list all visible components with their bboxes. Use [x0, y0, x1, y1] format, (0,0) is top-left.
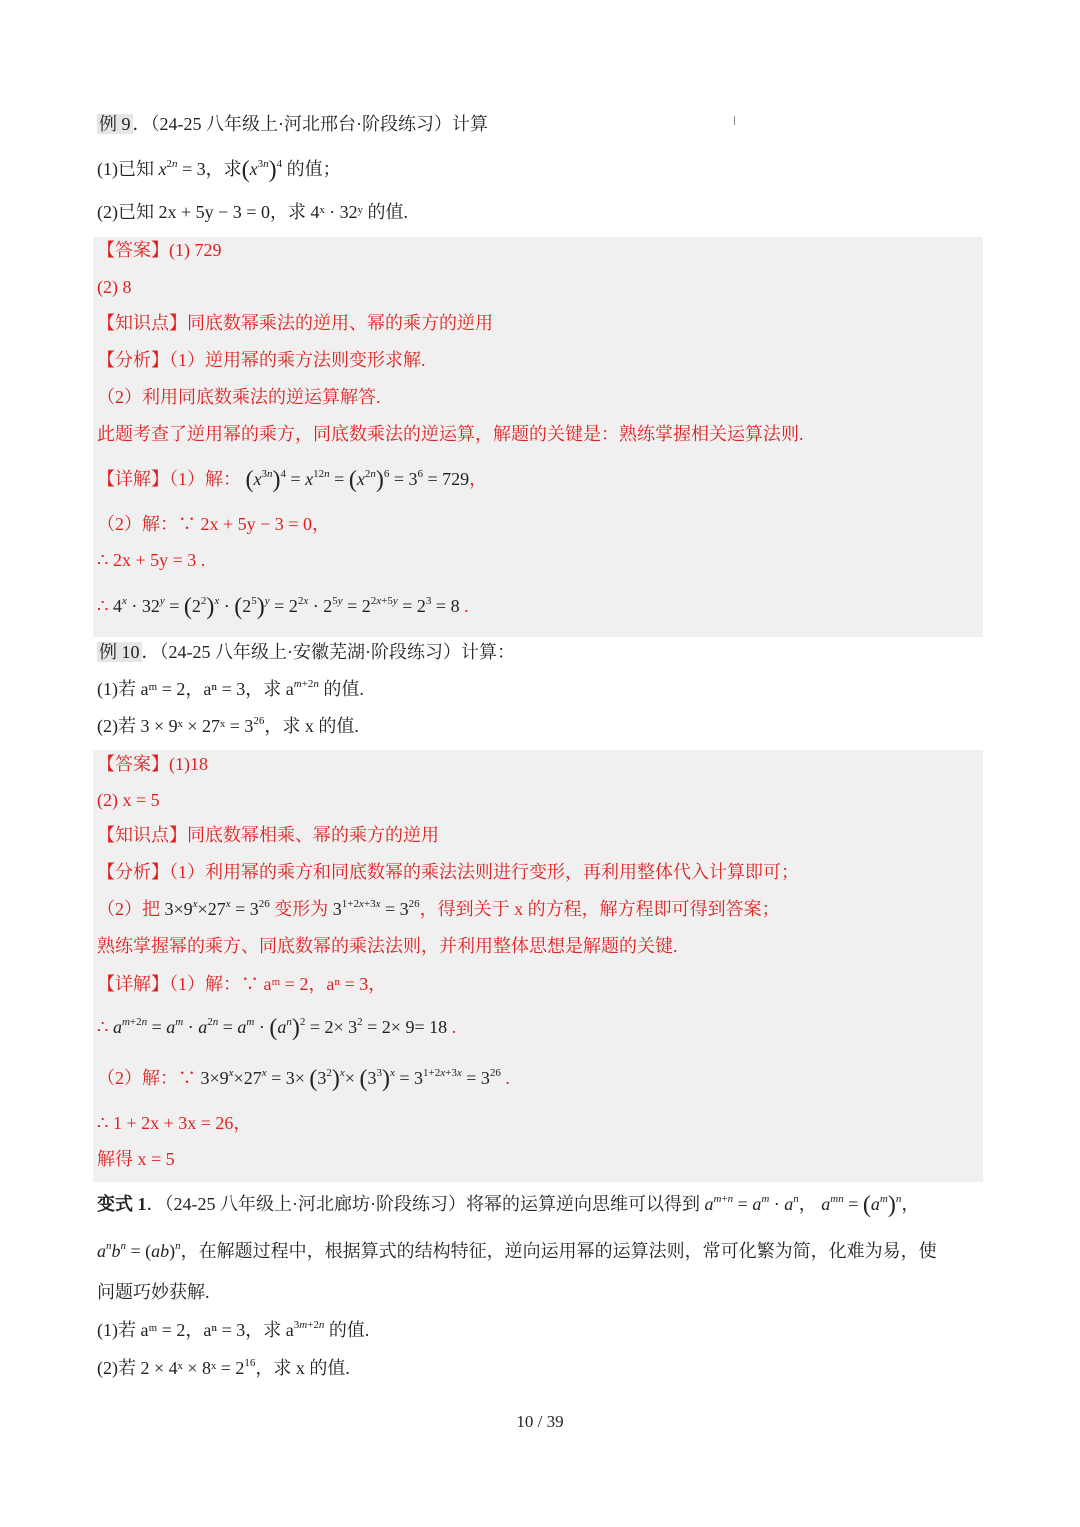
ex10-q1-text: (1)若 aᵐ = 2，aⁿ = 3，求 a: [97, 679, 294, 699]
ex9-q1-cond: = 3，求: [182, 159, 242, 179]
var1-q2-text: (2)若 2 × 4ˣ × 8ˣ = 2: [97, 1358, 245, 1378]
page-number: 10 / 39: [516, 1412, 564, 1431]
ex9-answer-2: (2) 8: [97, 277, 132, 297]
ex10-q2-text: (2)若 3 × 9ˣ × 27ˣ = 3: [97, 716, 254, 736]
ex9-heading: [97, 112, 488, 136]
ex9-answer-1: [97, 238, 222, 262]
analysis-tail: ，得到关于 x 的方程，解方程即可得到答案；: [419, 899, 780, 919]
ex9-analysis-1: 【分析】（1）逆用幂的乘方法则变形求解.: [97, 350, 426, 370]
ex10-answer-1: [97, 752, 208, 776]
ex10-q2-tail: ，求 x 的值.: [264, 716, 359, 736]
ex10-analysis-1: 【分析】（1）利用幂的乘方和同底数幂的乘法法则进行变形，再利用整体代入计算即可；: [97, 862, 799, 882]
ex10-heading: [97, 640, 515, 664]
var1-q1: (1)若 aᵐ = 2，aⁿ = 3，求 $a^{3m+2n}$ 的值.: [97, 1319, 370, 1340]
var1-q1-text: (1)若 aᵐ = 2，aⁿ = 3，求 a: [97, 1320, 294, 1340]
ex10-detail-1: 【详解】（1）解：∵ aᵐ = 2，aⁿ = 3，: [97, 974, 387, 994]
ex9-q2: (2)已知 2x + 5y − 3 = 0，求 4ˣ · 32ʸ 的值.: [97, 202, 408, 222]
ex9-q1-tail: 的值；: [286, 159, 341, 179]
answer-value: (1) 729: [169, 240, 222, 260]
ex9-detail-1: 【详解】（1）解： $(x^{3n})^4 = x^{12n} = (x^{2n})^6 = 3^6 = 729$，: [97, 467, 488, 493]
ex10-q1: (1)若 aᵐ = 2，aⁿ = 3，求 $a^{m+2n}$ 的值.: [97, 678, 364, 699]
ex10-source: ．（24-25 八年级上·安徽芜湖·阶段练习）计算：: [141, 642, 515, 662]
ex10-detail-5: 解得 x = 5: [97, 1149, 175, 1169]
ex10-analysis-3: 熟练掌握幂的乘方、同底数幂的乘法法则，并利用整体思想是解题的关键.: [97, 936, 678, 956]
answer-tag: 【答案】: [97, 754, 169, 774]
var1-q2: (2)若 2 × 4ˣ × 8ˣ = $2^{16}$，求 x 的值.: [97, 1357, 350, 1378]
ex9-detail-3: ∴ 2x + 5y = 3 .: [97, 550, 206, 570]
ex10-q2: (2)若 3 × 9ˣ × 27ˣ = $3^{26}$，求 x 的值.: [97, 715, 359, 736]
analysis-lead: （2）把: [97, 899, 160, 919]
ex9-q1: (1)已知 $x^{2n} = 3$，求$(x^{3n})^4$ 的值；: [97, 157, 341, 183]
analysis-mid: 变形为: [274, 899, 329, 919]
ex10-knowledge: 【知识点】同底数幂相乘、幂的乘方的逆用: [97, 825, 439, 845]
detail-lead: （2）解：∵: [97, 1068, 196, 1088]
ex10-detail-3: （2）解：∵ $3\times 9^x\times 27^x = 3\times (3^2)^x\times (3^3)^x = 3^{1+2x+3x} = 3^{26}$ .: [97, 1066, 510, 1092]
ex9-label: 例 9: [99, 114, 131, 134]
detail-therefore: ∴: [97, 596, 113, 616]
margin-mark: [734, 116, 735, 125]
ex10-label: 例 10: [99, 642, 140, 662]
detail-lead: 【详解】（1）解：: [97, 469, 241, 489]
answer-value: (1)18: [169, 754, 208, 774]
ex9-detail-2: （2）解：∵ 2x + 5y − 3 = 0，: [97, 514, 330, 534]
ex9-analysis-3: 此题考查了逆用幂的乘方，同底数乘法的逆运算，解题的关键是：熟练掌握相关运算法则.: [97, 424, 804, 444]
var1-line2: $a^nb^n = (ab)^n$，在解题过程中，根据算式的结构特征，逆向运用幂的运算法则，常可化繁为简，化难为易，使: [97, 1240, 937, 1261]
var1-label: 变式 1: [97, 1194, 147, 1214]
ex10-detail-4: ∴ 1 + 2x + 3x = 26，: [97, 1113, 252, 1133]
var1-line3: 问题巧妙获解.: [97, 1282, 210, 1302]
answer-tag: 【答案】: [97, 240, 169, 260]
ex9-q1-lead: (1)已知: [97, 159, 159, 179]
var1-line2-text: ，在解题过程中，根据算式的结构特征，逆向运用幂的运算法则，常可化繁为简，化难为易，使: [180, 1241, 937, 1261]
ex9-detail-4: ∴ $4^x \cdot 32^y = (2^2)^x \cdot (2^5)^y = 2^{2x} \cdot 2^{5y} = 2^{2x+5y} = 2^3 = 8$ .: [97, 594, 469, 620]
ex10-answer-2: (2) x = 5: [97, 790, 160, 810]
var1-q2-tail: ，求 x 的值.: [255, 1358, 350, 1378]
ex10-analysis-2: （2）把 $3\times 9^x\times 27^x = 3^{26}$ 变形为 $3^{1+2x+3x} = 3^{26}$，得到关于 x 的方程，解方程即可得到答案；: [97, 898, 780, 919]
ex10-detail-2: ∴ $a^{m+2n} = a^m \cdot a^{2n} = a^m \cdot (a^n)^2 = 2\times 3^2 = 2\times 9= 18$ .: [97, 1015, 457, 1041]
ex9-source: ．（24-25 八年级上·河北邢台·阶段练习）计算: [132, 114, 488, 134]
var1-q1-tail: 的值.: [328, 1320, 370, 1340]
var1-heading: 变式 1．（24-25 八年级上·河北廊坊·阶段练习）将幂的运算逆向思维可以得到 $a^{m+n} = a^m \cdot a^n$， $a^{mn} = (a^m)^n$，: [97, 1192, 920, 1218]
ex9-knowledge: 【知识点】同底数幂乘法的逆用、幂的乘方的逆用: [97, 313, 493, 333]
ex10-q1-tail: 的值.: [323, 679, 364, 699]
var1-source: ．（24-25 八年级上·河北廊坊·阶段练习）将幂的运算逆向思维可以得到: [146, 1194, 700, 1214]
ex9-analysis-2: （2）利用同底数乘法的逆运算解答.: [97, 387, 381, 407]
